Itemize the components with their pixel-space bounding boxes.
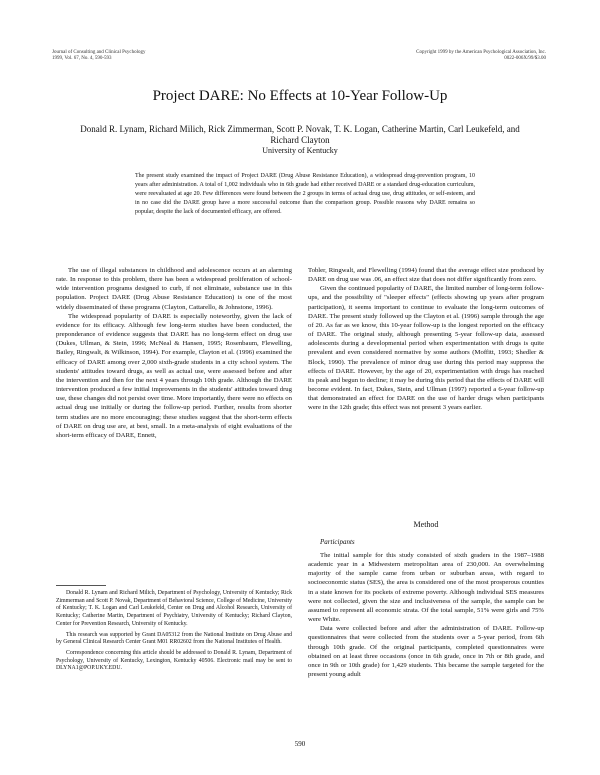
journal-header [52,50,145,62]
paragraph: The initial sample for this study consisted of sixth graders in the 1987–1988 academic year in a Midwestern metropolitan area of 230,000. An overwhelming majority of the sample came from urban or suburban areas, with regard to socioeconomic status (SES), the area is considered one of the most prosperous counties in a state known for its pockets of extreme poverty. Although individual SES measures were not collected, given the size and inclusiveness of the sample, the sample can be assumed to represent all economic strata. Of the total sample, 51% were girls and 75% were White. [308,552,544,624]
footnote: This research was supported by Grant DA05312 from the National Institute on Drug Abuse and by General Clinical Research Center Grant M01 RR02602 from the National Institutes of Health. [56,631,292,646]
page-number: 590 [294,740,306,748]
right-column [308,266,544,413]
copyright-line-2: 0022-006X/99/$3.00 [504,56,546,61]
affiliation: University of Kentucky [262,146,338,155]
paragraph: Given the continued popularity of DARE, the limited number of long-term follow-ups, and the possibility of "sleeper effects" (effects showing up years after program participation), it seems important to continue to evaluate the long-term outcomes of DARE. The present study followed up the Clayton et al. (1996) sample through the age of 20. As far as we know, this 10-year follow-up is the longest reported on the efficacy of DARE. The original study, although presenting 5-year follow-up data, assessed adolescents during a developmental period when experimentation with drugs is quite prevalent and even considered normative by some authors (Moffitt, 1993; Shedler & Block, 1990). The prevalence of minor drug use during this period may suppress the effects of DARE. However, by the age of 20, experimentation with drugs has reached its peak and begun to decline; it may be during this period that the effects of DARE will become evident. In fact, Dukes, Stein, and Ullman (1997) reported a 6-year follow-up that demonstrated an effect for DARE on the use of harder drugs when participants were in the 12th grade; this effect was not present 3 years earlier. [308,285,544,412]
copyright-line-1: Copyright 1999 by the American Psychological Association, Inc. [416,50,546,55]
author-list: Donald R. Lynam, Richard Milich, Rick Zimmerman, Scott P. Novak, T. K. Logan, Catherine Martin, Carl Leukefeld, and Richard Clayton [80,124,520,145]
paragraph: The use of illegal substances in childhood and adolescence occurs at an alarming rate. In response to this problem, there has been a widespread proliferation of school-wide intervention programs designed to curb, if not eliminate, substance use in this population. Project DARE (Drug Abuse Resistance Education) is one of the most widely disseminated of these programs (Clayton, Cattarello, & Johnstone, 1996). [56,267,292,311]
journal-line-2: 1999, Vol. 67, No. 4, 590-593 [52,56,112,61]
left-column [56,266,292,440]
participants-section [308,551,544,679]
method-heading: Method [413,520,439,529]
paragraph: Data were collected before and after the administration of DARE. Follow-up questionnaires that were collected from the students over a 5-year period, from 6th through 10th grade. Of the original participants, completed questionnaires were obtained on at least three occasions (once in 6th grade, once in 7th or 8th grade, and once in 9th or 10th grade) for 1,429 students. This became the sample targeted for the present young adult [308,625,544,679]
participants-heading: Participants [320,538,355,546]
abstract: The present study examined the impact of Project DARE (Drug Abuse Resistance Education), a widespread drug-prevention program, 10 years after administration. A total of 1,002 individuals who in 6th grade had either received DARE or a standard drug-education curriculum, were reevaluated at age 20. Few differences were found between the 2 groups in terms of actual drug use, drug attitudes, or self-esteem, and in no case did the DARE group have a more successful outcome than the comparison group. Possible reasons why DARE remains so popular, despite the lack of documented efficacy, are offered. [135,173,475,215]
footnote: Correspondence concerning this article should be addressed to Donald R. Lynam, Department of Psychology, University of Kentucky, Lexington, Kentucky 40506. Electronic mail may be sent to DLYNA1@POP.UKY.EDU. [56,649,292,672]
journal-line-1: Journal of Consulting and Clinical Psychology [52,50,146,55]
paper-title: Project DARE: No Effects at 10-Year Follow-Up [152,88,448,104]
copyright-header [416,50,546,62]
footnote: Donald R. Lynam and Richard Milich, Department of Psychology, University of Kentucky; Rick Zimmerman and Scott P. Novak, Department of Behavioral Science, College of Medicine, University of Kentucky; T. K. Logan and Carl Leukefeld, Center on Drug and Alcohol Research, University of Kentucky; Catherine Martin, Department of Psychiatry, University of Kentucky; Richard Clayton, Center for Prevention Research, University of Kentucky. [56,590,292,627]
paragraph: Tobler, Ringwalt, and Flewelling (1994) found that the average effect size produced by DARE on drug use was .06, an effect size that does not differ significantly from zero. [308,267,544,284]
footnote-divider [56,585,106,586]
paragraph: The widespread popularity of DARE is especially noteworthy, given the lack of evidence for its efficacy. Although few long-term studies have been conducted, the preponderance of evidence suggests that DARE has no long-term effect on drug use (Dukes, Ullman, & Stein, 1996; McNeal & Hansen, 1995; Rosenbaum, Flewelling, Bailey, Ringwalt, & Wilkinson, 1994). For example, Clayton et al. (1996) examined the efficacy of DARE among over 2,000 sixth-grade students in a city school system. The students' attitudes toward drugs, as well as actual use, were assessed before and after the intervention and then for the next 4 years through 10th grade. Although the DARE intervention produced a few initial improvements in the students' attitudes toward drug use, these changes did not persist over time. More importantly, there were no effects on actual drug use initially or during the follow-up period. Further, results from shorter term studies are no more encouraging; these studies suggest that the short-term effects of DARE on drug use are, at best, small. In a meta-analysis of eight evaluations of the short-term efficacy of DARE, Ennett, [56,312,292,439]
author-note [56,590,292,676]
